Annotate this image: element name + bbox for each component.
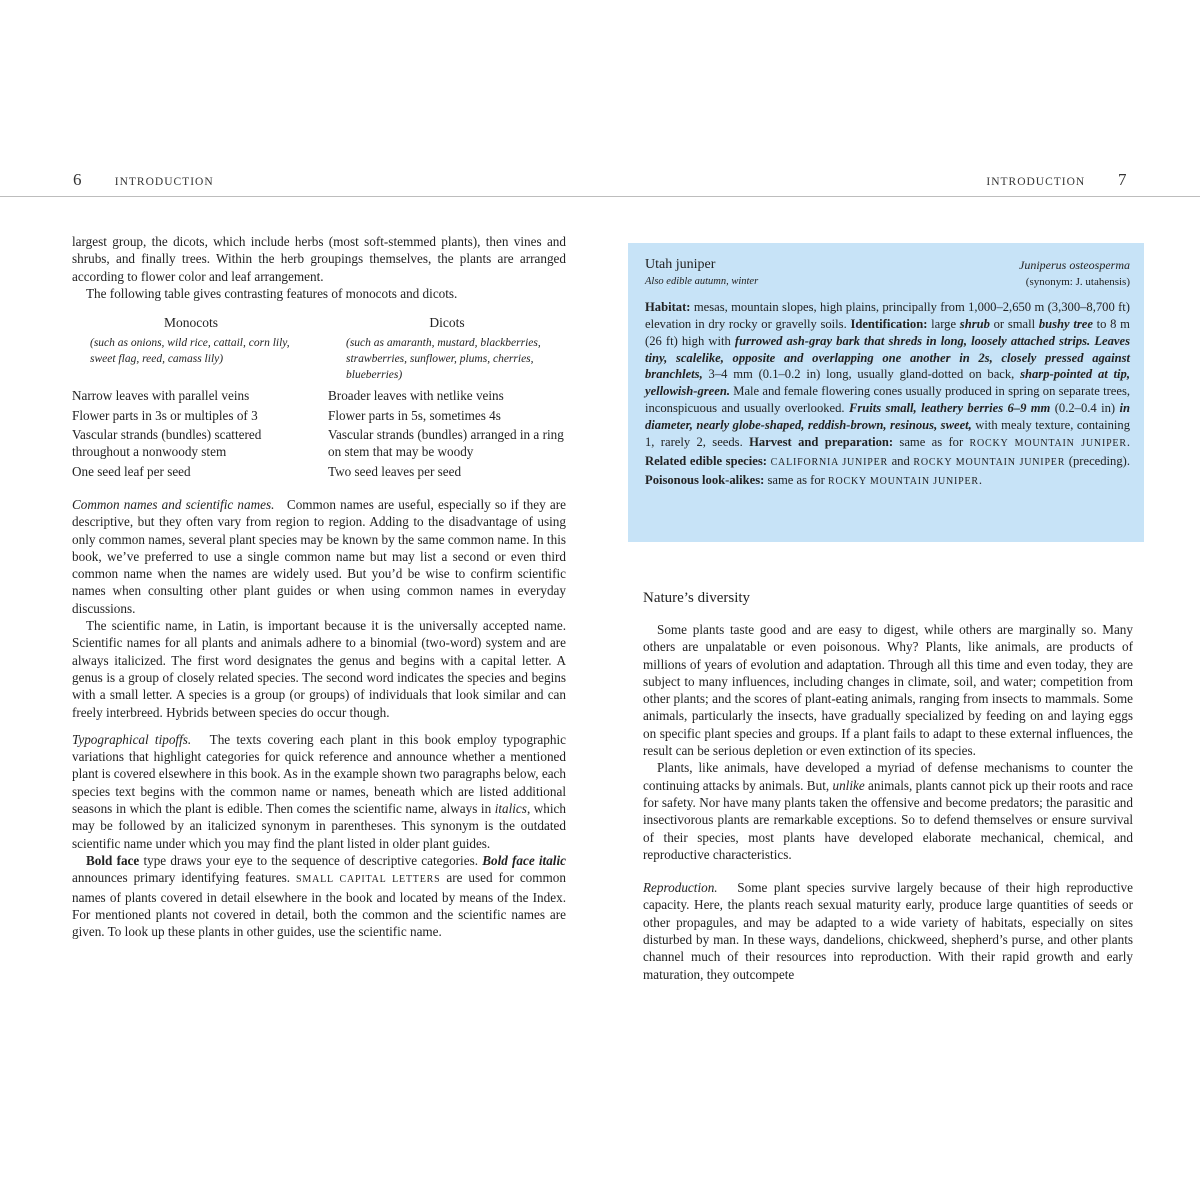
poisonous-lookalikes-text: .: [978, 472, 983, 487]
common-names-heading: Common names and scientific names.: [72, 496, 275, 512]
small-caps-example: SMALL CAPITAL LETTERS: [296, 874, 441, 886]
identification-feature: in diameter, nearly globe-shaped, reddish-brown, resinous, sweet,: [645, 401, 1130, 433]
right-page: [643, 621, 1133, 983]
related-species-text: and: [887, 453, 914, 468]
page-number-right: 7: [1118, 170, 1127, 189]
monocot-dicot-table: [72, 314, 566, 482]
reproduction-text: Some plant species survive largely because of their high reproductive capacity. Here, the plants reach sexual maturity early, produce large quantities of seeds or other propagules, and may be adapted to a wide variety of habitats, especially on sites disturbed by man. In these ways, dandelions, chickweed, shepherd’s purse, and other plants channel much of their resources into reproduction. With their rapid growth and early maturation, they outcompete: [643, 880, 1133, 982]
entry-synonym: (synonym: J. utahensis): [1025, 275, 1130, 288]
typographical-heading: Typographical tipoffs.: [72, 731, 192, 747]
common-names-paragraph: [72, 496, 566, 617]
diversity-paragraph: Some plants taste good and are easy to digest, while others are marginally so. Many others are unpalatable or even poisonous. Why? Plants, like animals, are products of millions of years of evolution and adaptation. Through all this time and even today, they are subject to many influences, including changes in climate, soil, and water; competition from other plants; and the scores of plant-eating animals, ranging from insects to mammals. Some animals, particularly the insects, have gradually specialized by feeding on and laying eggs on specific plant species and groups. If a plant fails to adapt to these external influences, the result can be serious depletion or even extinction of its species.: [643, 622, 1133, 759]
identification-text: with mealy texture, containing 1, rarely 2, seeds.: [645, 418, 1131, 450]
reproduction-heading: Reproduction.: [643, 880, 718, 896]
monocot-trait: Vascular strands (bundles) scattered throughout a nonwoody stem: [72, 427, 262, 460]
entry-body: [645, 299, 1130, 491]
dicots-header: Dicots: [429, 315, 465, 331]
identification-feature: Fruits small, leathery berries 6–9 mm: [848, 401, 1051, 416]
entry-scientific-name: Juniperus osteosperma: [1019, 258, 1130, 272]
identification-label: Identification:: [850, 316, 928, 331]
dicot-trait: Flower parts in 5s, sometimes 4s: [328, 407, 501, 423]
identification-feature: shrub: [959, 316, 990, 331]
bold-italic-example: Bold face italic: [482, 852, 566, 868]
typographical-text: The texts covering each plant in this book employ typographic variations that highlight categories for quick reference and announce whether a mentioned plant is covered elsewhere in this book. As in the example shown two paragraphs below, each species text begins with the common name or names, beneath which are listed additional seasons in which the plant is edible. Then comes the scientific name, always in: [72, 731, 566, 817]
sample-species-entry: [628, 243, 1144, 542]
related-species-label: Related edible species:: [645, 453, 767, 468]
poisonous-lookalikes-label: Poisonous look-alikes:: [645, 472, 765, 487]
identification-text: (0.2–0.4 in): [1050, 401, 1120, 416]
cross-reference: CALIFORNIA JUNIPER: [770, 456, 888, 468]
harvest-text: .: [1126, 435, 1130, 450]
identification-feature: furrowed ash-gray bark that shreds in long, loosely attached strips.: [734, 333, 1091, 348]
left-page-header: [73, 170, 214, 190]
related-species-text: (preceding).: [1065, 453, 1130, 468]
defense-text: Plants, like animals, have developed a myriad of defense mechanisms to counter the continuing attacks by animals. But,: [643, 760, 1133, 793]
entry-title-row: [645, 257, 1130, 274]
poisonous-lookalikes-text: same as for: [764, 472, 828, 487]
cross-reference: ROCKY MOUNTAIN JUNIPER: [913, 456, 1066, 468]
identification-text: 3–4 mm (0.1–0.2 in) long, usually gland-dotted on back,: [702, 367, 1021, 382]
reproduction-paragraph: [643, 879, 1133, 983]
common-names-text: Common names are useful, especially so if they are descriptive, but they often vary from region to region. Adding to the disadvantage of using only common names, several plant species may be known by the same common name. In this book, we’ve preferred to use a single common name but may list a second or even third common name when the names are widely used. But you’d be wise to confirm scientific names when consulting other plant guides or when using common names in everyday discussions.: [72, 496, 566, 616]
monocots-header: Monocots: [164, 315, 218, 331]
bold-face-text: type draws your eye to the sequence of descriptive categories.: [139, 852, 483, 868]
cross-reference: ROCKY MOUNTAIN JUNIPER: [827, 475, 979, 487]
harvest-label: Harvest and preparation:: [749, 435, 894, 450]
entry-seasons: Also edible autumn, winter: [645, 275, 759, 287]
scientific-name-paragraph: The scientific name, in Latin, is important because it is the universally accepted name. Scientific names for all plants and animals adhere to a binomial (two-word) system and are always italicized. The first word designates the genus and begins with a capital letter. A genus is a group of closely related species. The second word indicates the species and begins with a small letter. A species is a group (or groups) of individuals that look similar and can freely interbreed. Hybrids between species do occur though.: [72, 618, 566, 720]
emphasis-word: unlike: [832, 777, 865, 793]
right-page-header: [986, 170, 1127, 190]
dicot-trait: Vascular strands (bundles) arranged in a ring on stem that may be woody: [328, 427, 564, 460]
bold-face-paragraph: [72, 852, 566, 940]
running-head-right: INTRODUCTION: [986, 176, 1086, 188]
defense-text: animals, plants cannot pick up their roots and race for safety. Nor have many plants taken the offensive and become predators; the parasitic and insectivorous plants are remarkable exceptions. So to defend themselves or ensure survival of their species, most plants have developed elaborate mechanical, chemical, and reproductive characteristics.: [643, 777, 1133, 862]
identification-feature: sharp-pointed at tip, yellowish-green.: [645, 367, 1130, 399]
entry-subtitle-row: [645, 274, 1130, 291]
monocot-trait: One seed leaf per seed: [72, 463, 191, 479]
bold-face-example: Bold face: [86, 852, 140, 868]
intro-paragraph: largest group, the dicots, which include herbs (most soft-stemmed plants), then vines and shrubs, and finally trees. Within the herb groupings themselves, the plants are arranged according to flower color and leaf arrangement.: [72, 234, 566, 284]
monocot-trait: Narrow leaves with parallel veins: [72, 388, 250, 404]
dicots-examples: (such as amaranth, mustard, blackberries, strawberries, sunflower, plums, cherries, blueberries): [346, 337, 541, 382]
left-page: [72, 233, 566, 940]
monocot-trait: Flower parts in 3s or multiples of 3: [72, 407, 258, 423]
identification-text: to 8 m (26 ft) high with: [645, 316, 1130, 348]
entry-common-name: Utah juniper: [645, 257, 716, 272]
identification-text: Male and female flowering cones usually produced in spring on separate trees, inconspicuous and usually overlooked.: [645, 384, 1130, 416]
table-intro: The following table gives contrasting features of monocots and dicots.: [86, 285, 458, 301]
defense-paragraph: [643, 759, 1133, 863]
dicot-trait: Broader leaves with netlike veins: [328, 388, 504, 404]
running-head-left: INTRODUCTION: [114, 176, 214, 188]
page-number-left: 6: [73, 170, 82, 189]
identification-text: or small: [989, 316, 1039, 331]
identification-feature: bushy tree: [1038, 316, 1093, 331]
italics-example: italics: [494, 801, 527, 817]
typographical-paragraph: [72, 731, 566, 852]
identification-text: large: [927, 316, 960, 331]
habitat-text: mesas, mountain slopes, high plains, principally from 1,000–2,650 m (3,300–8,700 ft) elevation in dry rocky or gravelly soils.: [645, 299, 1130, 331]
harvest-text: same as for: [893, 435, 970, 450]
header-rule: [0, 196, 1200, 197]
bold-face-text: announces primary identifying features.: [72, 870, 297, 886]
bold-face-text: are used for common names of plants covered in detail elsewhere in the book and located by means of the Index. For mentioned plants not covered in detail, both the common and the scientific names are given. To look up these plants in other guides, use the scientific name.: [72, 870, 566, 940]
dicot-trait: Two seed leaves per seed: [328, 463, 462, 479]
cross-reference: ROCKY MOUNTAIN JUNIPER: [969, 438, 1127, 450]
identification-feature: Leaves tiny, scalelike, opposite and overlapping one another in 2s, closely pressed against branchlets,: [645, 333, 1130, 382]
section-title: Nature’s diversity: [643, 590, 751, 606]
monocots-examples: (such as onions, wild rice, cattail, corn lily, sweet flag, reed, camass lily): [90, 337, 290, 366]
habitat-label: Habitat:: [645, 299, 691, 314]
typographical-text: , which may be followed by an italicized synonym in parentheses. This synonym is the outdated scientific name under which you may find the plant listed in older plant guides.: [72, 801, 566, 851]
